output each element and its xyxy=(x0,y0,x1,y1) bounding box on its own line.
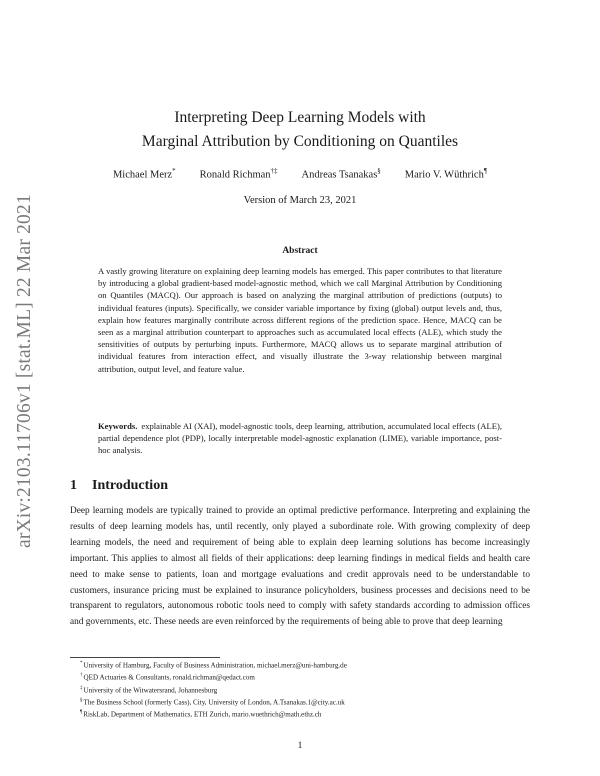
footnote: *University of Hamburg, Faculty of Business Administration, michael.merz@uni-hamburg.de xyxy=(80,661,347,670)
author-mark: * xyxy=(172,167,176,175)
footnote-rule xyxy=(70,657,220,658)
author: Michael Merz* xyxy=(112,167,176,181)
author-list xyxy=(70,167,530,181)
footnote: ‡University of the Witwatersrand, Johannesburg xyxy=(80,685,218,694)
section-heading xyxy=(70,478,168,494)
abstract-text: A vastly growing literature on explaining deep learning models has emerged. This paper contributes to that literature by introducing a global gradient-based model-agnostic method, which we call Marginal Attribution by Conditioning on Quantiles (MACQ). Our approach is based on analyzing the marginal attribution of predictions (outputs) to individual features (inputs). Specifically, we consider variable importance by fixing (global) output levels and, thus, explain how features marginally contribute across different regions of the prediction space. Hence, MACQ can be seen as a marginal attribution counterpart to approaches such as accumulated local effects (ALE), which study the sensitivities of outputs by perturbing inputs. Furthermore, MACQ allows us to separate marginal attribution of individual features from interaction effect, and visually illustrate the 3-way relationship between marginal attribution, output level, and feature value. xyxy=(98,266,502,374)
paper-title xyxy=(70,106,530,154)
arxiv-identifier: arXiv:2103.11706v1 [stat.ML] 22 Mar 2021 xyxy=(14,194,35,548)
abstract-heading: Abstract xyxy=(282,246,318,256)
author: Ronald Richman†‡ xyxy=(199,167,278,181)
footnote: §The Business School (formerly Cass), City, University of London, A.Tsanakas.1@city.ac.uk xyxy=(80,697,345,707)
author-mark: ¶ xyxy=(483,167,488,175)
keywords xyxy=(98,420,502,457)
introduction-paragraph: Deep learning models are typically trained to provide an optimal predictive performance. Interpreting and explaining the results of deep learning models has, until recently, only played a subordinate role. With growing complexity of deep learning models, the need and requirement of being able to explain deep learning solutions has become increasingly important. This applies to almost all fields of their applications: deep learning findings in medical fields and health care need to make sense to patients, loan and mortgage evaluations and credit approvals need to be understandable to customers, insurance pricing must be explained to insurance policyholders, business processes and decisions need to be transparent to regulators, autonomous robotic tools need to comply with safety standards according to admission offices and governments, etc. These needs are even reinforced by the requirements of being able to prove that deep learning xyxy=(70,506,530,628)
footnote: †QED Actuaries & Consultants, ronald.richman@qedact.com xyxy=(80,673,255,682)
author-mark: § xyxy=(377,167,381,175)
keywords-text: explainable AI (XAI), model-agnostic tools, deep learning, attribution, accumulated local effects (ALE), partial dependence plot (PDP), locally interpretable model-agnostic explanation (LIME), variable importance, post-hoc analysis. xyxy=(98,421,502,456)
footnotes xyxy=(70,659,530,720)
section-title: Introduction xyxy=(92,478,168,493)
section-number: 1 xyxy=(70,478,77,493)
author-mark: †‡ xyxy=(270,167,278,175)
page-number: 1 xyxy=(297,741,303,751)
version-date: Version of March 23, 2021 xyxy=(243,195,357,206)
title-line-2: Marginal Attribution by Conditioning on Quantiles xyxy=(141,133,459,150)
author: Andreas Tsanakas§ xyxy=(301,167,381,181)
keywords-label: Keywords. xyxy=(98,421,138,431)
footnote: ¶RiskLab, Department of Mathematics, ETH Zurich, mario.wuethrich@math.ethz.ch xyxy=(80,710,322,719)
title-line-1: Interpreting Deep Learning Models with xyxy=(174,109,426,126)
author: Mario V. Wüthrich¶ xyxy=(404,167,488,181)
